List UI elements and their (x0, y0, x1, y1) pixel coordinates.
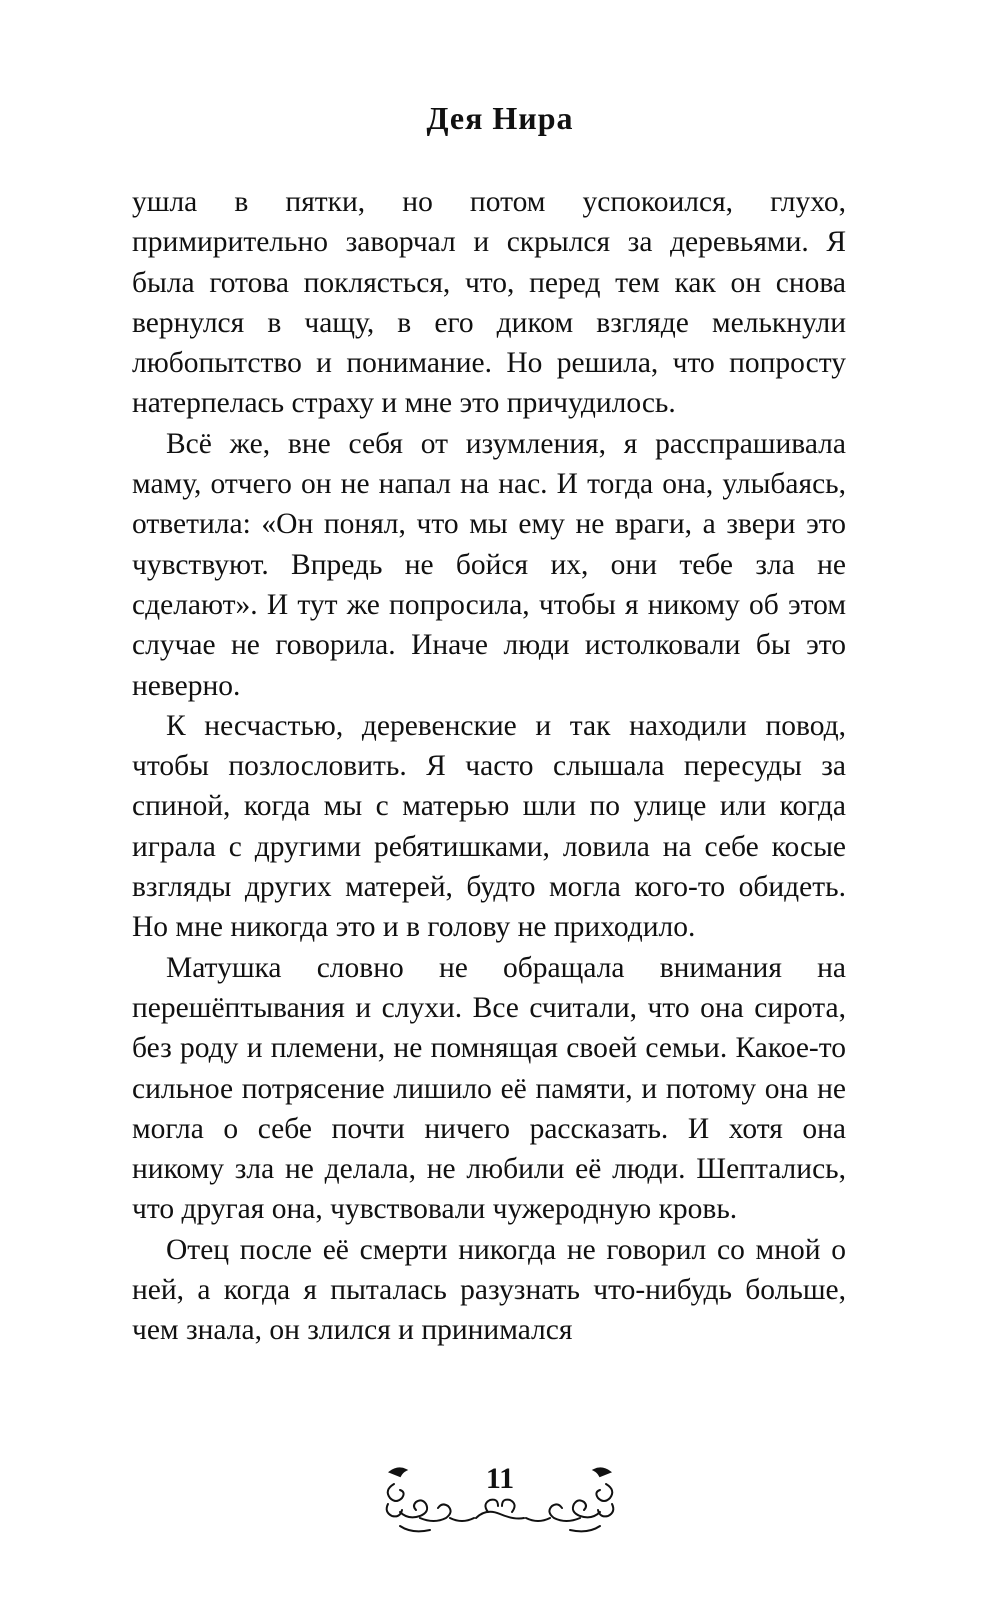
paragraph-3: К несчастью, деревенские и так находили повод, чтобы позлословить. Я часто слышала пересуды за спиной, когда мы с матерью шли по улице или когда играла с другими ребятишками, ловила на себе косые взгляды других матерей, будто могла кого-то обидеть. Но мне никогда это и в голову не приходило. (132, 709, 846, 944)
running-title: Дея Нира (426, 100, 574, 136)
paragraph-1: ушла в пятки, но потом успокоился, глухо, примирительно заворчал и скрылся за деревьями. Я была готова поклясться, что, перед тем как он снова вернулся в чащу, в его диком взгляде мелькнули любопытство и понимание. Но решила, что попросту натерпелась страху и мне это причудилось. (132, 186, 846, 420)
body-text (132, 182, 846, 1351)
page-number: 11 (485, 1462, 515, 1495)
running-header (0, 100, 1000, 137)
paragraph-2: Всё же, вне себя от изумления, я расспрашивала маму, отчего он не напал на нас. И тогда она, улыбаясь, ответила: «Он понял, что мы ему не враги, а звери это чувствуют. Впредь не бойся их, они тебе зла не сделают». И тут же попросила, чтобы я никому об этом случае не говорила. Иначе люди истолковали бы это неверно. (132, 427, 846, 702)
paragraph-5: Отец после её смерти никогда не говорил со мной о ней, а когда я пыталась разузнать что-нибудь больше, чем знала, он злился и принимался (132, 1233, 846, 1347)
paragraph-4: Матушка словно не обращала внимания на перешёптывания и слухи. Все считали, что она сирота, без роду и племени, не помнящая своей семьи. Какое-то сильное потрясение лишило её памяти, и потому она не могла о себе почти ничего рассказать. И хотя она никому зла не делала, не любили её люди. Шептались, что другая она, чувствовали чужеродную кровь. (132, 951, 846, 1226)
page-footer (0, 1460, 1000, 1540)
